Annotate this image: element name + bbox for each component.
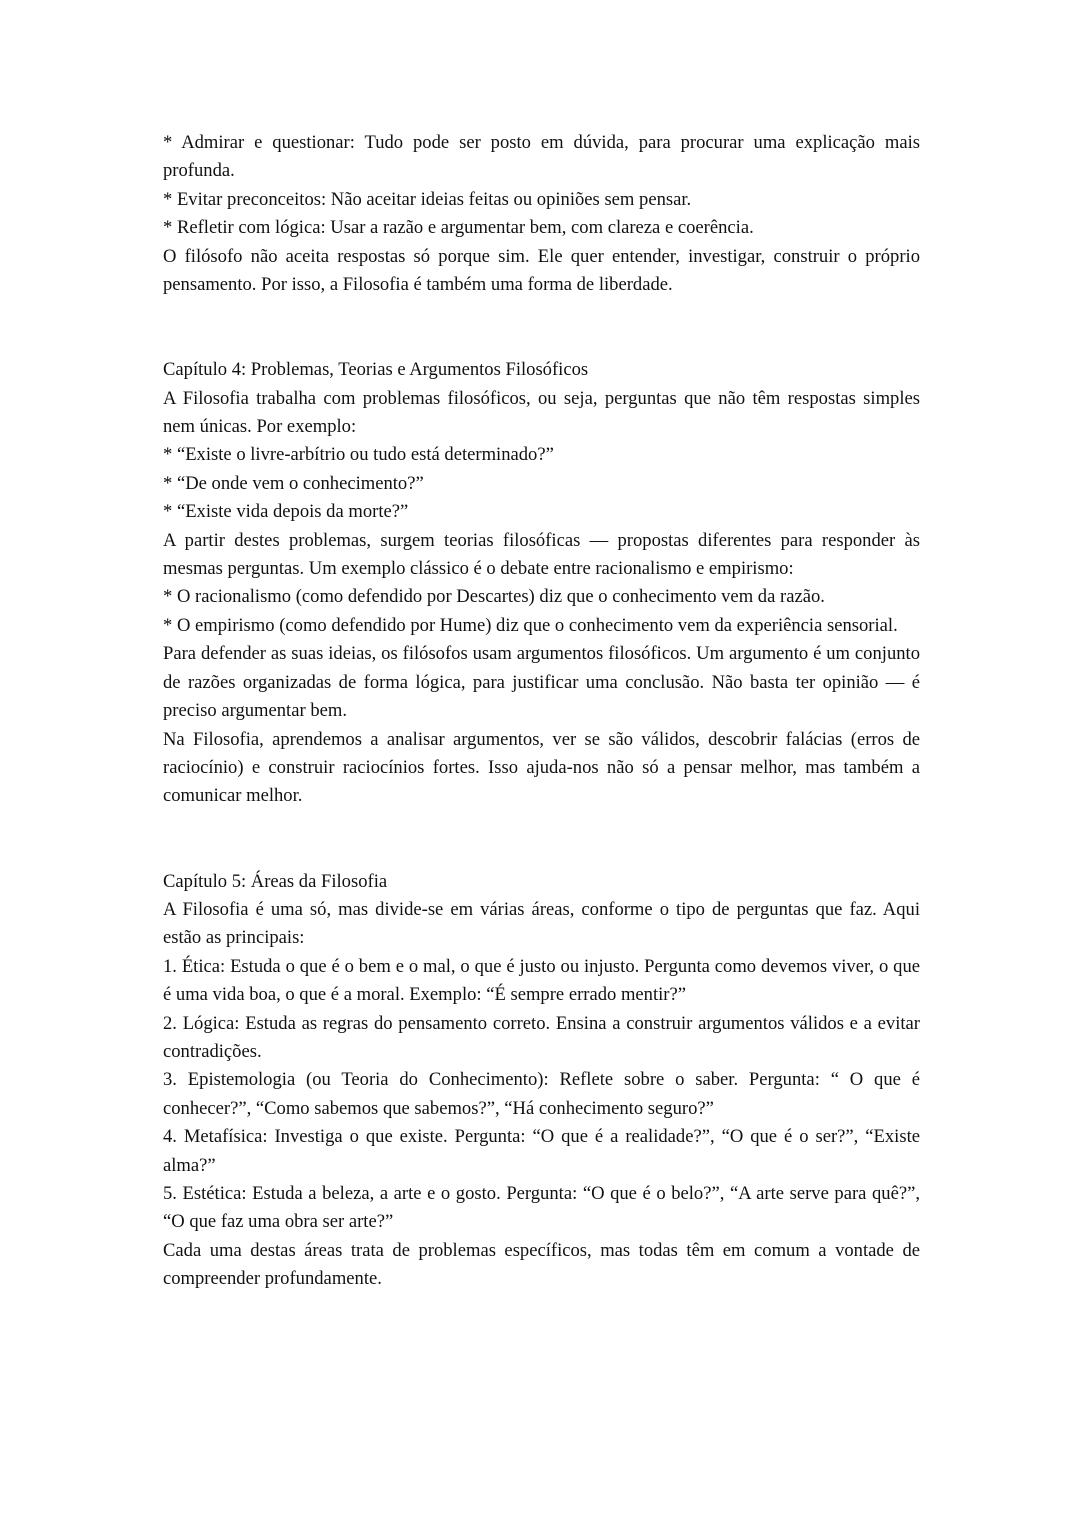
document-page bbox=[163, 129, 920, 1294]
example-vida-morte: * “Existe vida depois da morte?” bbox=[163, 501, 409, 523]
bullet-admirar-questionar: * Admirar e questionar: Tudo pode ser posto em dúvida, para procurar uma explicação mais profunda. bbox=[163, 132, 920, 182]
area-metafisica: 4. Metafísica: Investiga o que existe. Pergunta: “O que é a realidade?”, “O que é o ser?”, “Existe alma?” bbox=[163, 1126, 920, 1176]
area-epistemologia: 3. Epistemologia (ou Teoria do Conhecimento): Reflete sobre o saber. Pergunta: “ O que é conhecer?”, “Como sabemos que sabemos?”, “Há conhecimento seguro?” bbox=[163, 1069, 920, 1119]
bullet-refletir-logica: * Refletir com lógica: Usar a razão e argumentar bem, com clareza e coerência. bbox=[163, 217, 754, 239]
bullet-racionalismo: * O racionalismo (como defendido por Descartes) diz que o conhecimento vem da razão. bbox=[163, 586, 825, 608]
chapter-4-title: Capítulo 4: Problemas, Teorias e Argumentos Filosóficos bbox=[163, 359, 589, 381]
area-etica: 1. Ética: Estuda o que é o bem e o mal, o que é justo ou injusto. Pergunta como devemos viver, o que é uma vida boa, o que é a moral. Exemplo: “É sempre errado mentir?” bbox=[163, 955, 920, 1006]
paragraph-filosofo: O filósofo não aceita respostas só porque sim. Ele quer entender, investigar, construir o próprio pensamento. Por isso, a Filosofia é também uma forma de liberdade. bbox=[163, 245, 920, 296]
area-logica: 2. Lógica: Estuda as regras do pensamento correto. Ensina a construir argumentos válidos e a evitar contradições. bbox=[163, 1012, 920, 1062]
paragraph-teorias: A partir destes problemas, surgem teorias filosóficas — propostas diferentes para responder às mesmas perguntas. Um exemplo clássico é o debate entre racionalismo e empirismo: bbox=[163, 529, 920, 580]
example-conhecimento: * “De onde vem o conhecimento?” bbox=[163, 472, 424, 494]
paragraph-conclusao: Cada uma destas áreas trata de problemas específicos, mas todas têm em comum a vontade de compreender profundamente. bbox=[163, 1239, 920, 1290]
section-spacer bbox=[163, 299, 920, 356]
area-estetica: 5. Estética: Estuda a beleza, a arte e o gosto. Pergunta: “O que é o belo?”, “A arte serve para quê?”, “O que faz uma obra ser arte?” bbox=[163, 1183, 920, 1233]
example-livre-arbitrio: * “Existe o livre-arbítrio ou tudo está determinado?” bbox=[163, 444, 554, 466]
bullet-empirismo: * O empirismo (como defendido por Hume) diz que o conhecimento vem da experiência sensorial. bbox=[163, 614, 898, 636]
chapter-5-title: Capítulo 5: Áreas da Filosofia bbox=[163, 870, 388, 892]
paragraph-argumentos: Para defender as suas ideias, os filósofos usam argumentos filosóficos. Um argumento é um conjunto de razões organizadas de forma lógica, para justificar uma conclusão. Não basta ter opinião — é preciso argumentar bem. bbox=[163, 643, 920, 722]
section-spacer bbox=[163, 811, 920, 868]
chapter-5-intro: A Filosofia é uma só, mas divide-se em várias áreas, conforme o tipo de perguntas que faz. Aqui estão as principais: bbox=[163, 898, 920, 949]
bullet-evitar-preconceitos: * Evitar preconceitos: Não aceitar ideias feitas ou opiniões sem pensar. bbox=[163, 188, 692, 210]
chapter-4-intro: A Filosofia trabalha com problemas filosóficos, ou seja, perguntas que não têm respostas simples nem únicas. Por exemplo: bbox=[163, 387, 920, 438]
paragraph-analisar: Na Filosofia, aprendemos a analisar argumentos, ver se são válidos, descobrir falácias (erros de raciocínio) e construir raciocínios fortes. Isso ajuda-nos não só a pensar melhor, mas também a comunicar melhor. bbox=[163, 728, 920, 807]
